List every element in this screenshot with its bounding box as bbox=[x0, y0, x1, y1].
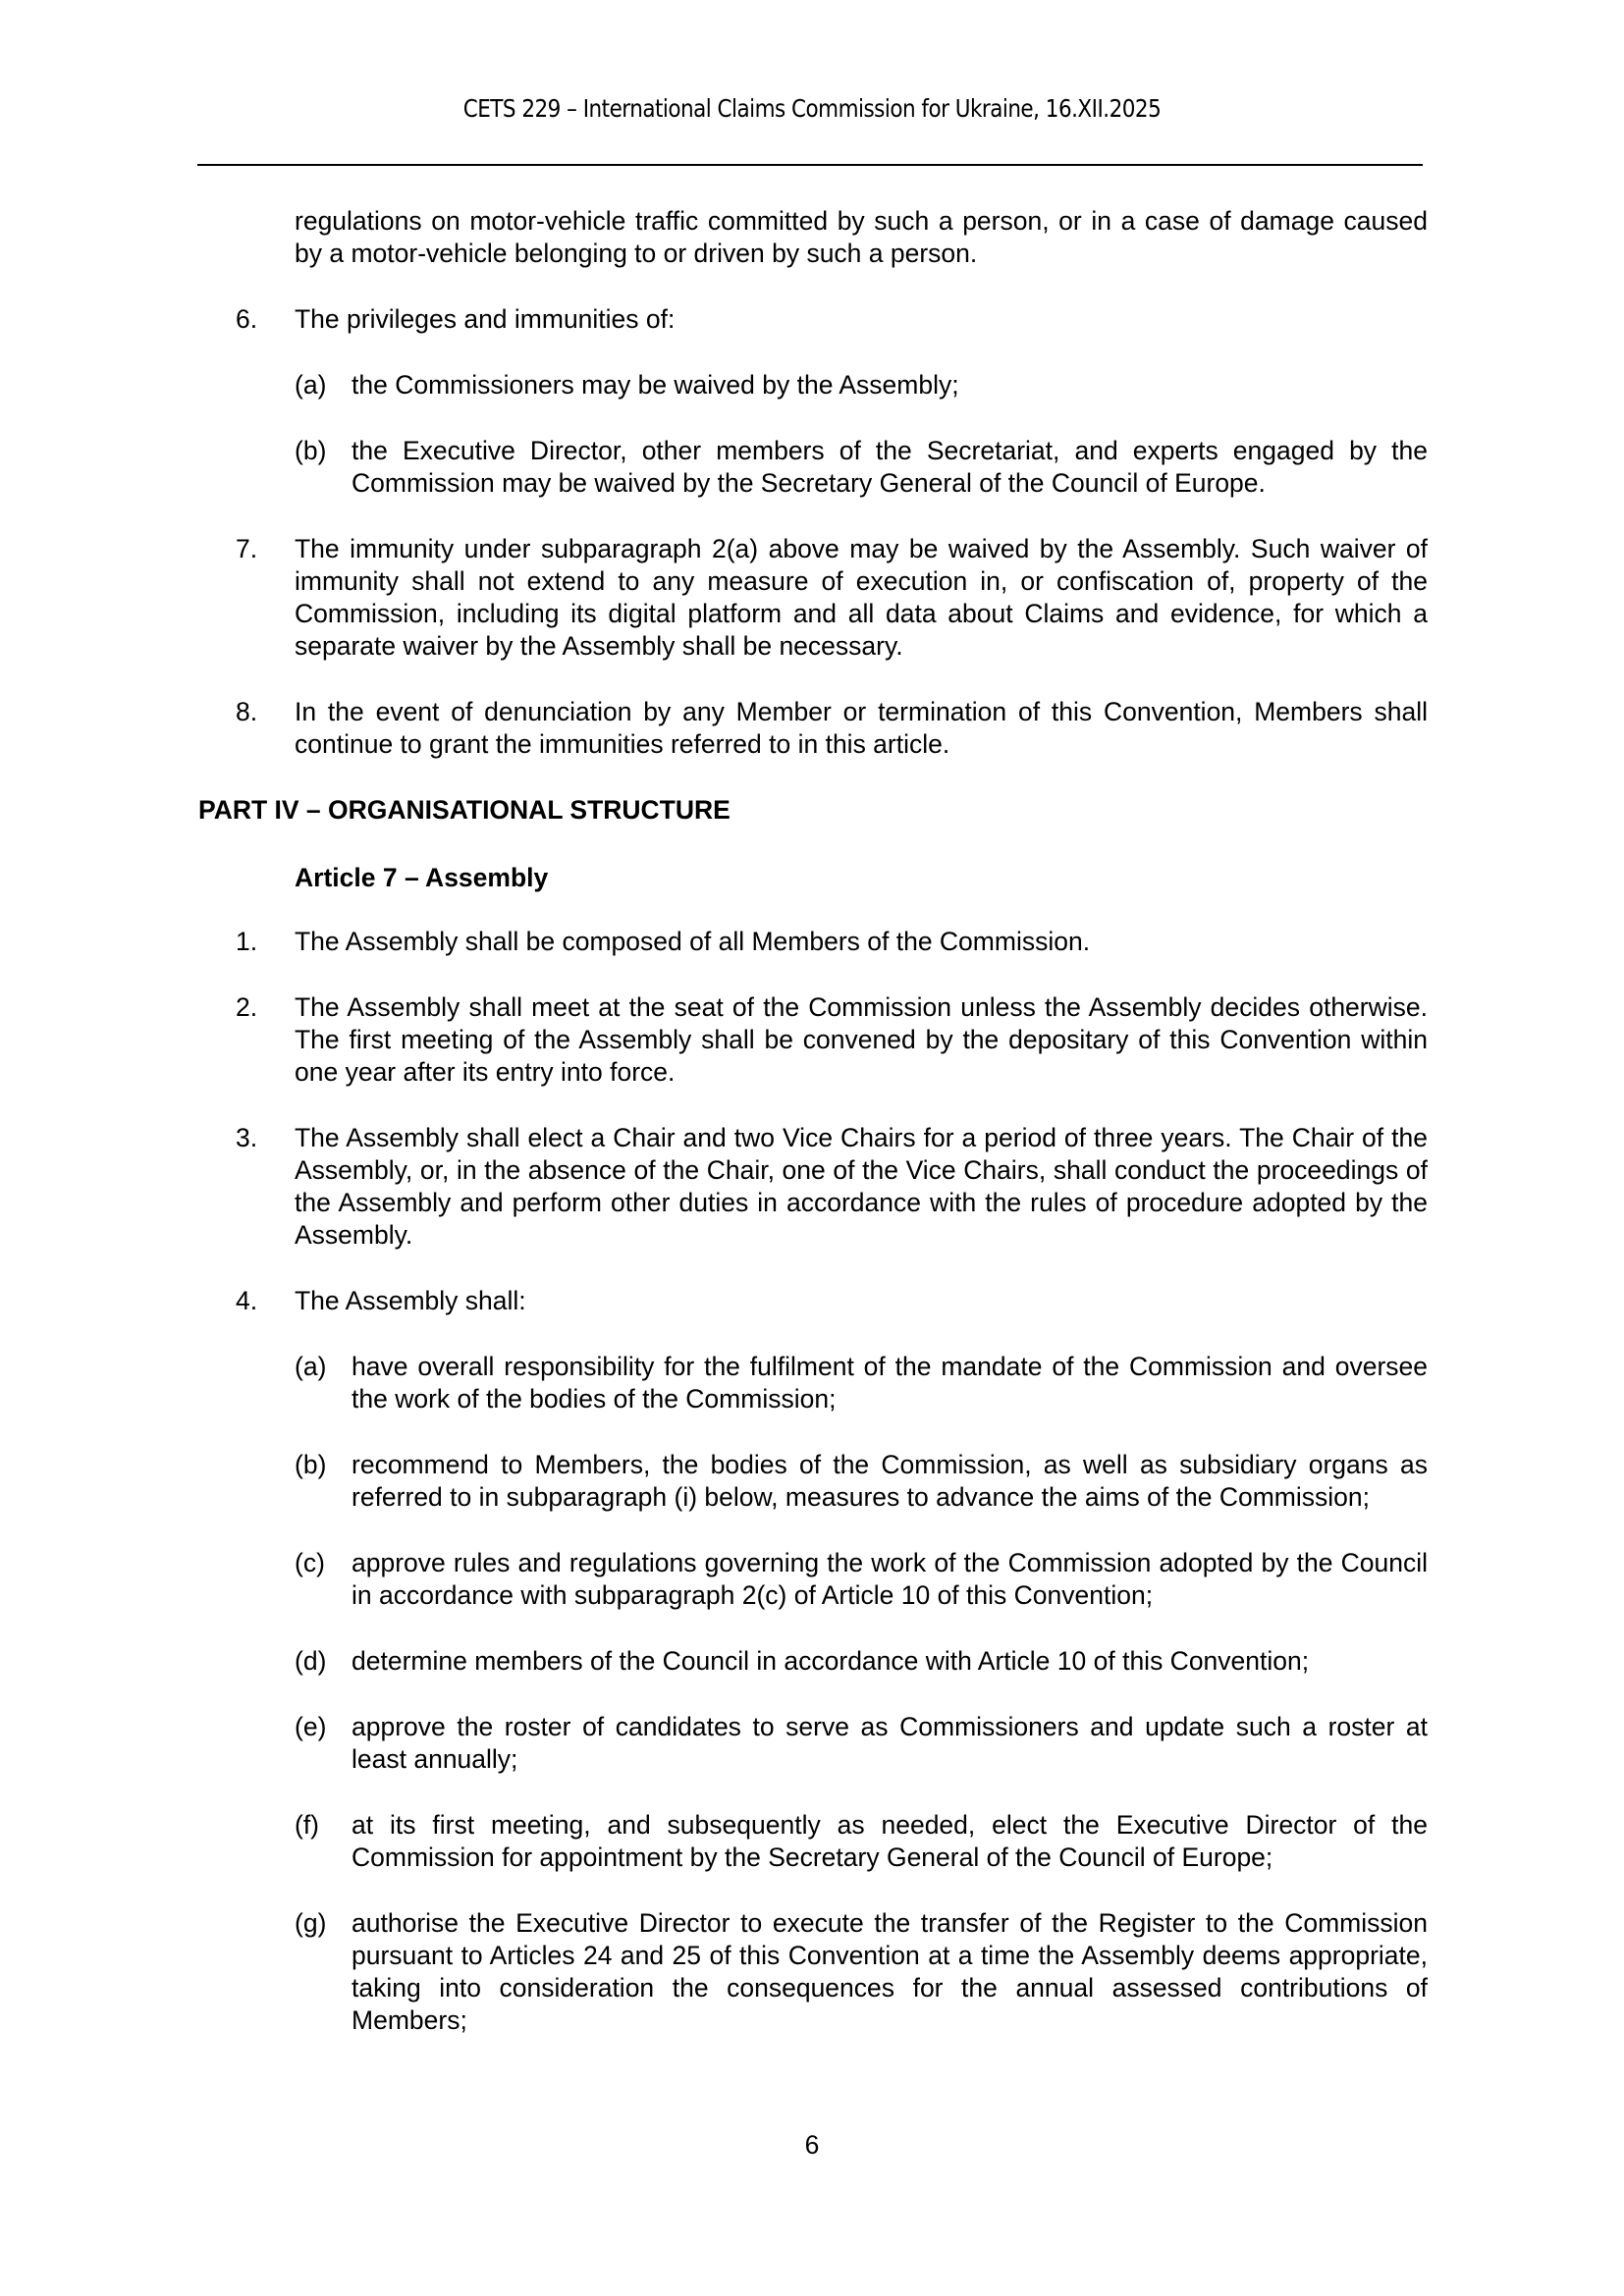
paragraph-number: 1. bbox=[236, 927, 258, 956]
paragraph-text: The Assembly shall: bbox=[295, 1286, 526, 1315]
sub-paragraph-label: (b) bbox=[295, 436, 327, 465]
paragraph-text: regulations on motor-vehicle traffic committed by such a person, or in a case of damage caused by a motor-vehicle belonging to or driven by such a person. bbox=[295, 206, 1428, 268]
paragraph-text: In the event of denunciation by any Member or termination of this Convention, Members shall continue to grant the immunities referred to in this article. bbox=[295, 697, 1428, 759]
continuation-paragraph bbox=[198, 205, 1428, 270]
paragraph-number: 2. bbox=[236, 992, 258, 1022]
numbered-paragraph bbox=[198, 991, 1428, 1089]
part-heading: PART IV – ORGANISATIONAL STRUCTURE bbox=[198, 795, 731, 825]
paragraph-number: 4. bbox=[236, 1286, 258, 1315]
sub-paragraph-label: (e) bbox=[295, 1712, 327, 1741]
paragraph-number: 8. bbox=[236, 697, 258, 726]
running-header: CETS 229 – International Claims Commission for Ukraine, 16.XII.2025 bbox=[462, 94, 1162, 123]
document-body bbox=[198, 205, 1428, 2070]
sub-paragraph bbox=[198, 1645, 1428, 1678]
sub-paragraph-label: (b) bbox=[295, 1450, 327, 1479]
numbered-paragraph bbox=[198, 533, 1428, 663]
sub-paragraph-text: have overall responsibility for the fulfilment of the mandate of the Commission and oversee the work of the bodies of the Commission; bbox=[352, 1352, 1428, 1414]
paragraph-text: The Assembly shall meet at the seat of the Commission unless the Assembly decides otherwise. The first meeting of the Assembly shall be convened by the depositary of this Convention within one year after its entry into force. bbox=[295, 992, 1428, 1087]
sub-paragraph-text: authorise the Executive Director to execute the transfer of the Register to the Commission pursuant to Articles 24 and 25 of this Convention at a time the Assembly deems appropriate, taking into consideration the consequences for the annual assessed contributions of Members; bbox=[352, 1908, 1428, 2035]
numbered-paragraph bbox=[198, 1122, 1428, 1252]
numbered-paragraph bbox=[198, 696, 1428, 761]
sub-paragraph bbox=[198, 1351, 1428, 1415]
sub-paragraph-text: the Commissioners may be waived by the Assembly; bbox=[352, 370, 959, 400]
header-rule bbox=[197, 164, 1423, 166]
sub-paragraph bbox=[198, 369, 1428, 401]
article-heading: Article 7 – Assembly bbox=[295, 863, 549, 892]
sub-paragraph bbox=[198, 435, 1428, 500]
paragraph-number: 3. bbox=[236, 1123, 258, 1152]
sub-paragraph-text: the Executive Director, other members of the Secretariat, and experts engaged by the Commission may be waived by the Secretary General of the Council of Europe. bbox=[352, 436, 1428, 498]
sub-paragraph bbox=[198, 1809, 1428, 1874]
paragraph-text: The privileges and immunities of: bbox=[295, 304, 676, 334]
sub-paragraph bbox=[198, 1711, 1428, 1776]
sub-paragraph-label: (g) bbox=[295, 1908, 327, 1938]
numbered-paragraph bbox=[198, 926, 1428, 958]
paragraph-text: The Assembly shall be composed of all Members of the Commission. bbox=[295, 927, 1091, 956]
numbered-paragraph bbox=[198, 303, 1428, 336]
sub-paragraph-label: (a) bbox=[295, 1352, 327, 1381]
sub-paragraph-text: recommend to Members, the bodies of the Commission, as well as subsidiary organs as referred to in subparagraph (i) below, measures to advance the aims of the Commission; bbox=[352, 1450, 1428, 1512]
sub-paragraph-label: (a) bbox=[295, 370, 327, 400]
sub-paragraph-text: approve rules and regulations governing the work of the Commission adopted by the Council in accordance with subparagraph 2(c) of Article 10 of this Convention; bbox=[352, 1548, 1428, 1610]
paragraph-text: The immunity under subparagraph 2(a) above may be waived by the Assembly. Such waiver of immunity shall not extend to any measure of execution in, or confiscation of, property of the Commission, including its digital platform and all data about Claims and evidence, for which a separate waiver by the Assembly shall be necessary. bbox=[295, 534, 1428, 661]
paragraph-text: The Assembly shall elect a Chair and two Vice Chairs for a period of three years. The Chair of the Assembly, or, in the absence of the Chair, one of the Vice Chairs, shall conduct the proceedings of the Assembly and perform other duties in accordance with the rules of procedure adopted by the Assembly. bbox=[295, 1123, 1428, 1250]
sub-paragraph bbox=[198, 1907, 1428, 2037]
numbered-paragraph bbox=[198, 1285, 1428, 1317]
sub-paragraph-label: (d) bbox=[295, 1646, 327, 1676]
sub-paragraph-text: approve the roster of candidates to serve as Commissioners and update such a roster at least annually; bbox=[352, 1712, 1428, 1774]
sub-paragraph-label: (c) bbox=[295, 1548, 325, 1577]
sub-paragraph bbox=[198, 1547, 1428, 1612]
paragraph-number: 7. bbox=[236, 534, 258, 563]
sub-paragraph-text: at its first meeting, and subsequently as needed, elect the Executive Director of the Commission for appointment by the Secretary General of the Council of Europe; bbox=[352, 1810, 1428, 1872]
page-number: 6 bbox=[804, 2130, 820, 2160]
sub-paragraph bbox=[198, 1449, 1428, 1514]
paragraph-number: 6. bbox=[236, 304, 258, 334]
sub-paragraph-label: (f) bbox=[295, 1810, 320, 1840]
sub-paragraph-text: determine members of the Council in accordance with Article 10 of this Convention; bbox=[352, 1646, 1310, 1676]
